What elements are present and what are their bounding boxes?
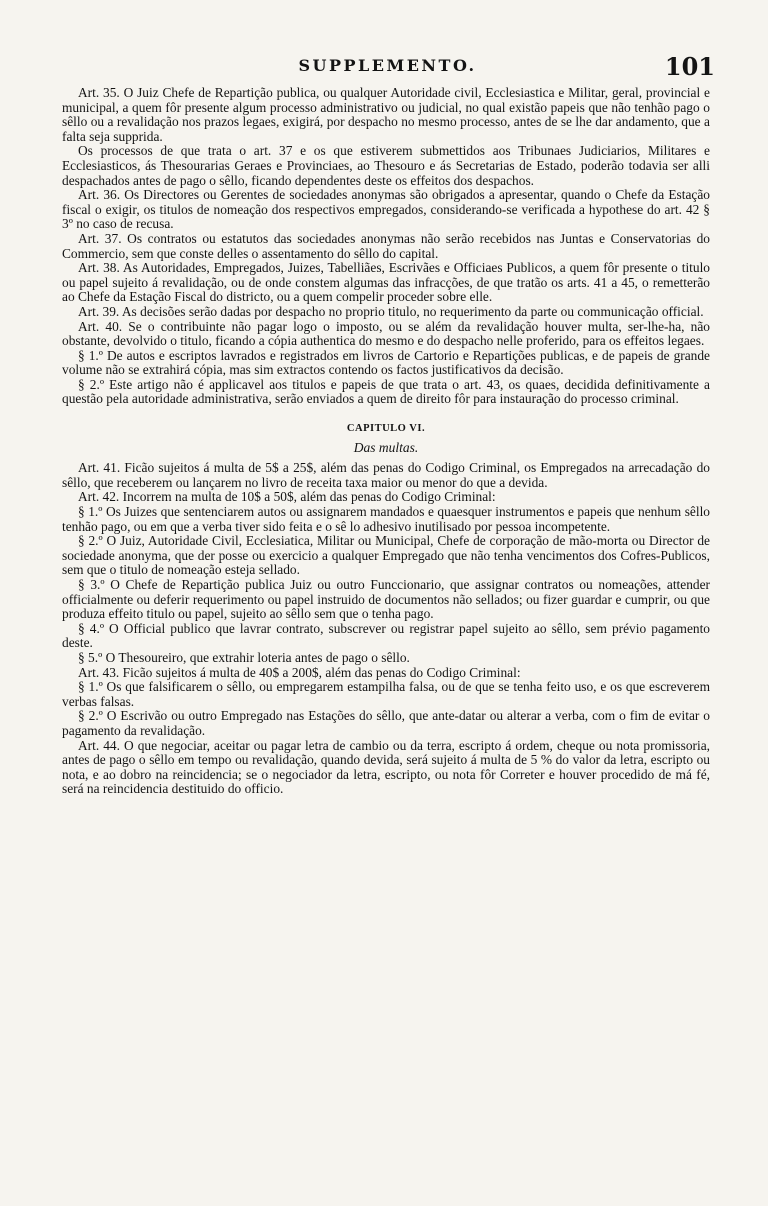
paragraph: § 2.º O Juiz, Autoridade Civil, Ecclesiatica, Militar ou Municipal, Chefe de corporação de mão-morta ou Director de sociedade anonyma, que der posse ou exercicio a qualquer Empregado que não tenha vencimentos dos Cofres-Publicos, sem que o titulo de nomeação esteja sellado.	[62, 533, 710, 578]
paragraph: § 1.º Os Juizes que sentenciarem autos ou assignarem mandados e quaesquer instrumentos e papeis que nenhum sêllo tenhão pago, ou em que a verba tiver sido feita e o sê lo adhesivo inutilisado por pessoa incompetente.	[62, 504, 710, 534]
page-header	[60, 52, 715, 82]
paragraph: § 1.º De autos e escriptos lavrados e registrados em livros de Cartorio e Repartições publicas, e de papeis de grande volume não se extrahirá cópia, mas sim extractos contendo os factos justificativos da decisão.	[62, 347, 710, 378]
paragraph: § 3.º O Chefe de Repartição publica Juiz ou outro Funccionario, que assignar contratos ou nomeações, attender officialmente ou deferir requerimento ou papel instruido de documentos não sellados; ou fizer guardar e cumprir, ou que produza effeito titulo ou papel, sujeito ao sêllo sem que o tenha pago.	[62, 577, 710, 622]
paragraph: Art. 40. Se o contribuinte não pagar logo o imposto, ou se além da revalidação houver multa, ser-lhe-ha, não obstante, devolvido o titulo, ficando a cópia authentica do mesmo e do despacho nelle proferido, para os effeitos legaes.	[62, 318, 710, 349]
paragraph: § 4.º O Official publico que lavrar contrato, subscrever ou registrar papel sujeito ao sêllo, sem prévio pagamento deste.	[62, 620, 710, 651]
paragraph: Os processos de que trata o art. 37 e os que estiverem submettidos aos Tribunaes Judiciarios, Militares e Ecclesiasticos, ás Thesourarias Geraes e Provinciaes, ao Thesouro e ás Secretarias de Estado, poderão todavia ser alli despachados antes de pago o sêllo, ficando dependentes deste os effeitos dos despachos.	[62, 143, 710, 188]
section-title: Das multas.	[353, 439, 419, 455]
paragraph: Art. 39. As decisões serão dadas por despacho no proprio titulo, no requerimento da parte ou communicação official.	[78, 303, 704, 319]
running-title: SUPPLEMENTO.	[298, 56, 477, 75]
paragraph: Art. 36. Os Directores ou Gerentes de sociedades anonymas são obrigados a apresentar, quando o Chefe da Estação fiscal o exigir, os titulos de nomeação dos respectivos empregados, considerando-se verificada a hypothese do art. 42 § 3º no caso de recusa.	[62, 187, 710, 232]
paragraph: Art. 37. Os contratos ou estatutos das sociedades anonymas não serão recebidos nas Juntas e Conservatorias do Commercio, sem que conste delles o assentamento do sêllo do capital.	[62, 230, 710, 261]
page-number: 101	[664, 52, 715, 81]
paragraph: § 2.º O Escrivão ou outro Empregado nas Estações do sêllo, que ante-datar ou alterar a verba, com o fim de evitar o pagamento da revalidação.	[62, 708, 710, 738]
paragraph: § 1.º Os que falsificarem o sêllo, ou empregarem estampilha falsa, ou de que se tenha feito uso, e os que escreverem verbas falsas.	[62, 679, 710, 709]
paragraph: Art. 43. Ficão sujeitos á multa de 40$ a 200$, além das penas do Codigo Criminal:	[78, 664, 521, 680]
paragraph: Art. 38. As Autoridades, Empregados, Juizes, Tabelliães, Escrivães e Officiaes Publicos, a quem fôr presente o titulo ou papel sujeito á revalidação, ou de onde constem algumas das infracções, de que tratão os arts. 41 a 45, o remetterão ao Chefe da Estação Fiscal do districto, ou a quem compelir proceder sobre elle.	[62, 260, 710, 305]
paragraph: § 2.º Este artigo não é applicavel aos titulos e papeis de que trata o art. 43, os quaes, decidida definitivamente a questão pela autoridade administrativa, serão enviados a quem de direito fôr para instauração do processo criminal.	[62, 376, 710, 407]
paragraph: § 5.º O Thesoureiro, que extrahir loteria antes de pago o sêllo.	[78, 649, 410, 665]
paragraph: Art. 41. Ficão sujeitos á multa de 5$ a 25$, além das penas do Codigo Criminal, os Empregados na arrecadação do sêllo, que receberem ou lançarem no livro de receita taxa maior ou menor do que a devida.	[62, 460, 710, 490]
paragraph: Art. 44. O que negociar, aceitar ou pagar letra de cambio ou da terra, escripto á ordem, cheque ou nota promissoria, antes de pago o sêllo em tempo ou revalidação, quando devida, será sujeito á multa de 5 % do valor da letra, escripto ou nota, e ao dobro na reincidencia; se o negociador da letra, escripto, ou nota fôr Correter e houver procedido de má fé, será na reincidencia destituido do officio.	[62, 737, 710, 797]
chapter-heading: CAPITULO VI.	[346, 423, 426, 435]
paragraph: Art. 35. O Juiz Chefe de Repartição publica, ou qualquer Autoridade civil, Ecclesiastica e Militar, geral, provincial e municipal, a quem fôr presente algum processo administrativo ou judicial, no qual existão papeis que não tenhão pago o sêllo ou a revalidação nos prazos legaes, exigirá, por despacho no mesmo processo, antes de se lhe dar andamento, que a falta seja supprida.	[62, 85, 710, 144]
paragraph: Art. 42. Incorrem na multa de 10$ a 50$, além das penas do Codigo Criminal:	[78, 489, 496, 505]
page-body	[62, 86, 710, 797]
